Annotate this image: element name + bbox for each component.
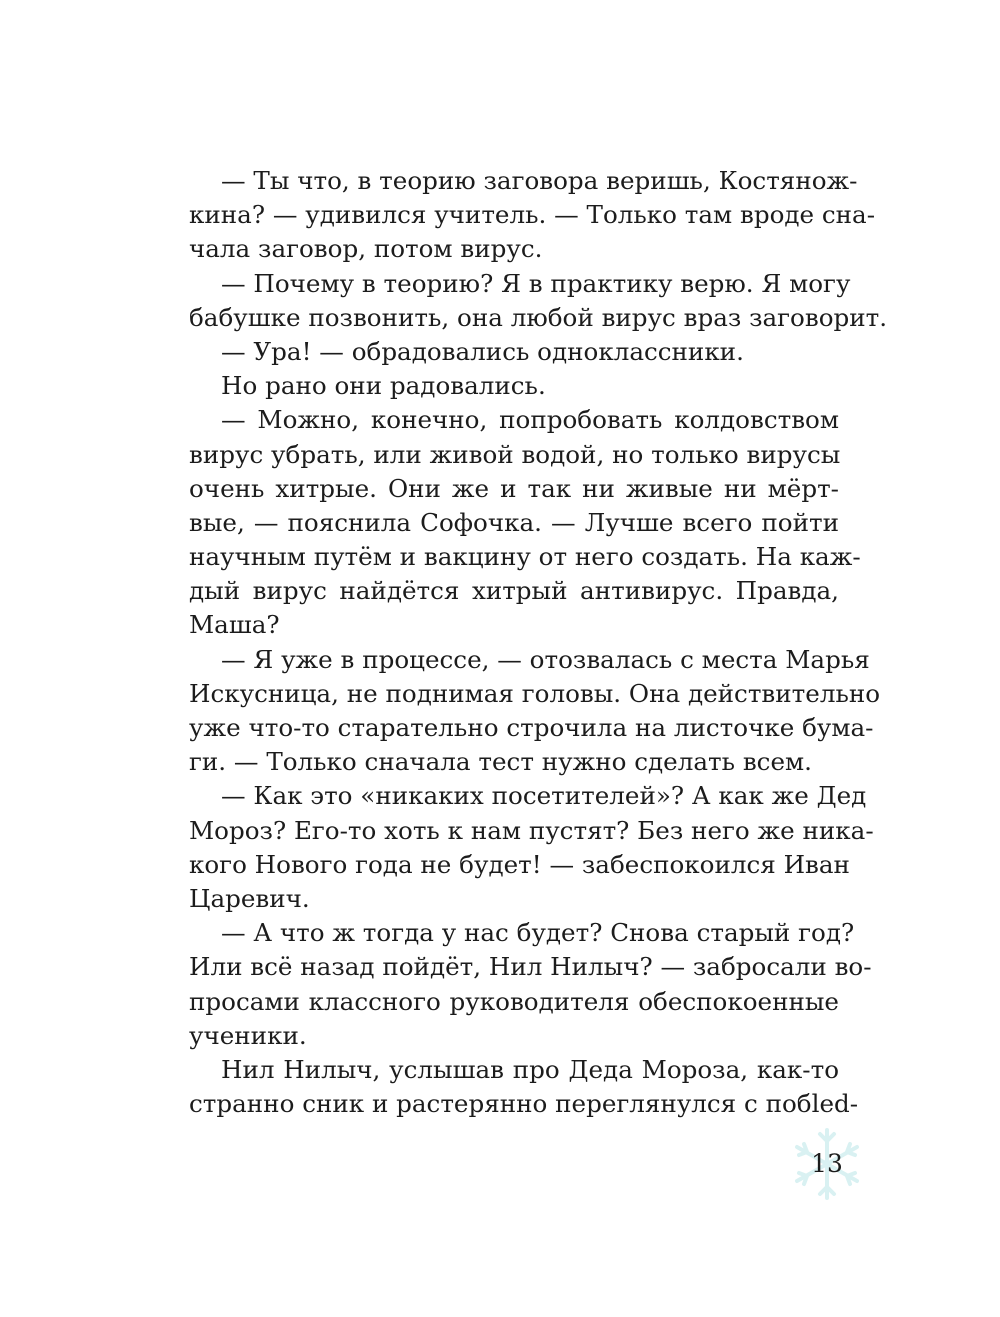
text-line: Царевич. xyxy=(189,883,310,913)
text-line: чала заговор, потом вирус. xyxy=(189,234,543,264)
text-line: — Ты что, в теорию заговора веришь, Костянож- xyxy=(221,166,858,195)
text-line: научным путём и вакцину от него создать. На каж- xyxy=(189,542,861,572)
text-line: бабушке позвонить, она любой вирус враз заговорит. xyxy=(189,302,888,332)
text-line: Маша? xyxy=(189,610,280,640)
text-line: очень хитрые. Они же и так ни живые ни мёрт- xyxy=(189,473,839,503)
text-line: уже что-то старательно строчила на листочке бума- xyxy=(189,713,874,742)
text-line: странно сник и растерянно переглянулся с побled- xyxy=(189,1089,859,1119)
text-line: ученики. xyxy=(189,1020,307,1050)
text-line: — Ура! — обрадовались одноклассники. xyxy=(221,336,744,366)
text-line: — Я уже в процессе, — отозвалась с места Марья xyxy=(221,644,870,674)
text-line: Мороз? Его-то хоть к нам пустят? Без него же ника- xyxy=(189,815,874,845)
text-line: вирус убрать, или живой водой, но только вирусы xyxy=(189,439,841,469)
text-line: ги. — Только сначала тест нужно сделать всем. xyxy=(189,747,812,777)
text-line: — Можно, конечно, попробовать колдовством xyxy=(221,405,839,435)
text-line: Нил Нилыч, услышав про Деда Мороза, как-то xyxy=(221,1054,839,1084)
text-line: — Как это «никаких посетителей»? А как же Дед xyxy=(221,781,867,811)
text-line: вые, — пояснила Софочка. — Лучше всего пойти xyxy=(189,507,839,537)
text-line: кина? — удивился учитель. — Только там вроде сна- xyxy=(189,200,876,230)
text-line: кого Нового года не будет! — забеспокоился Иван xyxy=(189,849,850,879)
text-line: Но рано они радовались. xyxy=(221,371,546,401)
text-line: Или всё назад пойдёт, Нил Нилыч? — забросали во- xyxy=(189,952,872,982)
text-line: просами классного руководителя обеспокоенные xyxy=(189,986,839,1016)
text-line: — А что ж тогда у нас будет? Снова старый год? xyxy=(221,918,855,948)
text-line: — Почему в теорию? Я в практику верю. Я могу xyxy=(221,268,851,298)
body-text xyxy=(189,164,888,1121)
text-line: Искусница, не поднимая головы. Она действительно xyxy=(189,678,881,708)
page-number: 13 xyxy=(811,1149,843,1178)
text-line: дый вирус найдётся хитрый антивирус. Правда, xyxy=(189,576,839,606)
